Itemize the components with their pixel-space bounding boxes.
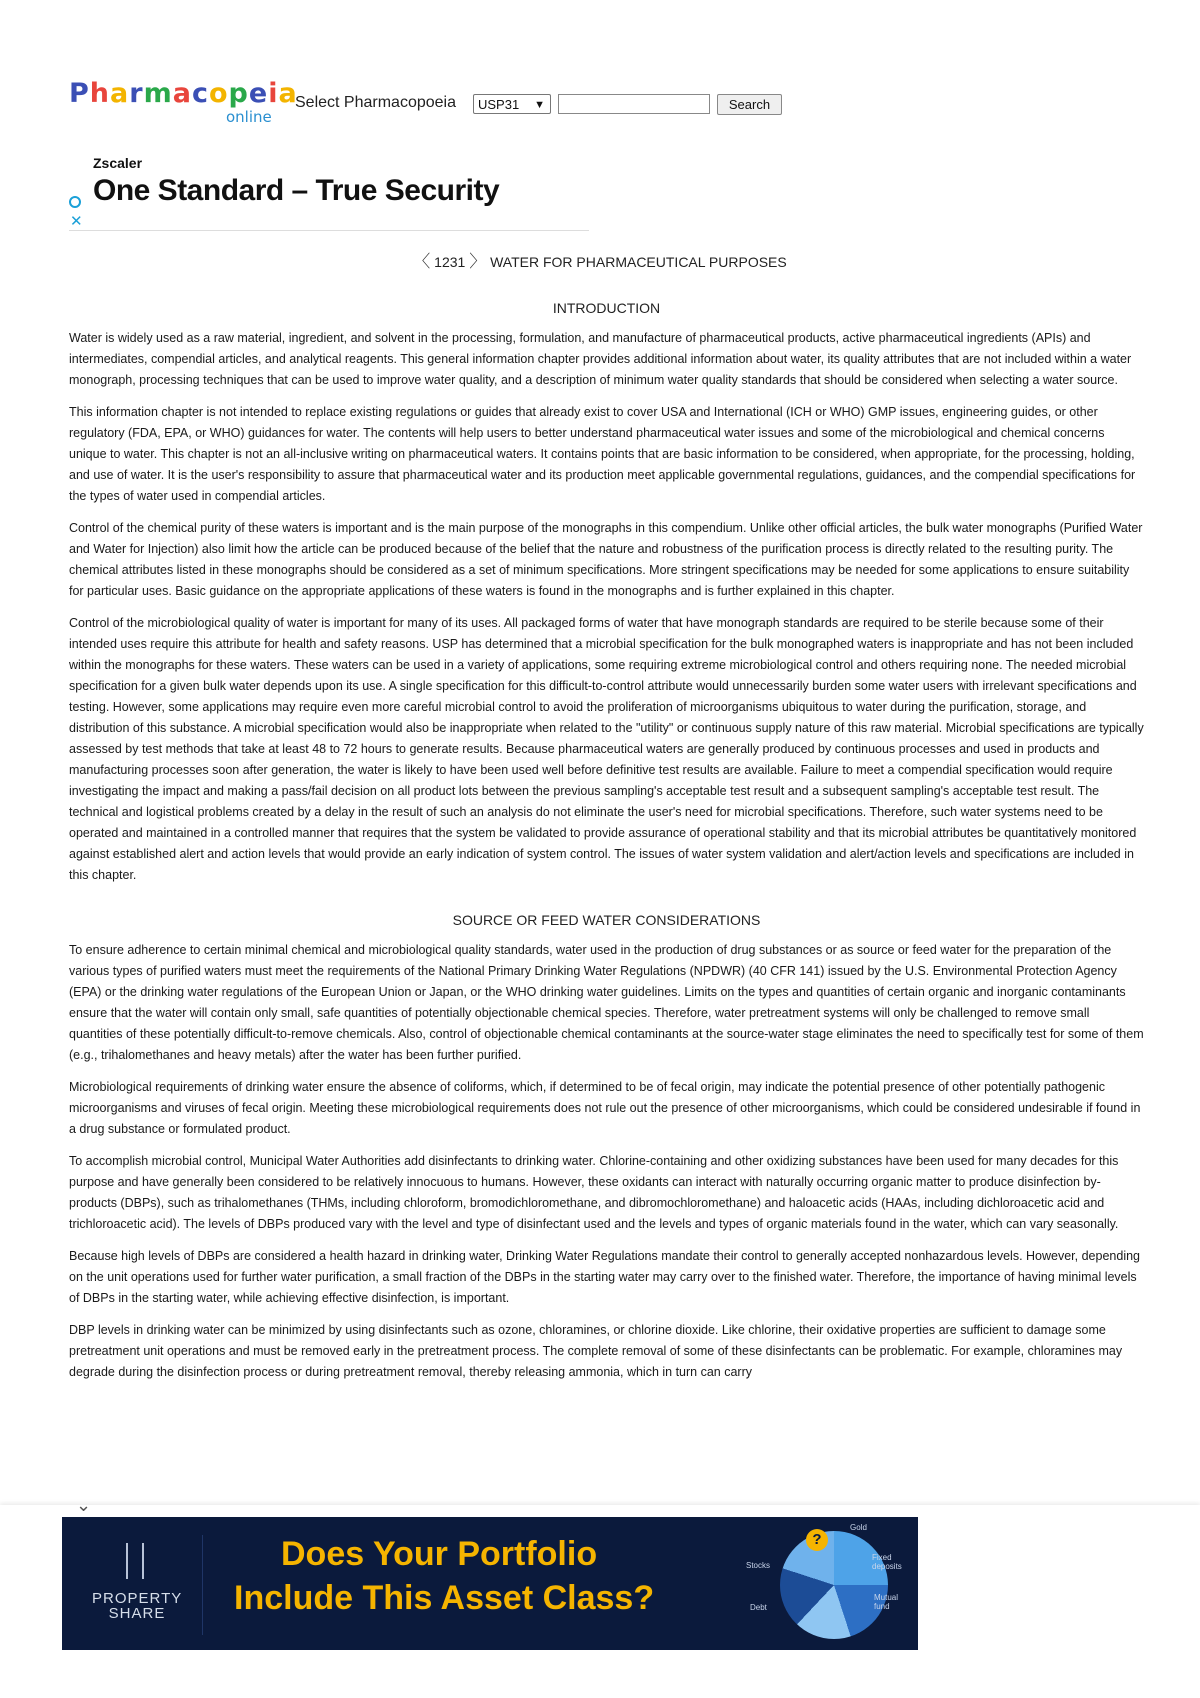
section-heading-source-water: SOURCE OR FEED WATER CONSIDERATIONS xyxy=(452,912,761,928)
pie-label-stocks: Stocks xyxy=(746,1561,771,1570)
paragraph: Because high levels of DBPs are considered a health hazard in drinking water, Drinking Water Regulations mandate their control to generally accepted nonhazardous levels. However, depending on the unit operations used for further water purification, a small fraction of the DBPs in the starting water may carry over to the finished water. Therefore, the importance of having minimal levels of DBPs in the starting water, while achieving effective disinfection, is important. xyxy=(69,1249,1140,1305)
right-angle-bracket-icon: 〉 xyxy=(469,252,487,271)
ad-headline-line2: Include This Asset Class? xyxy=(234,1579,655,1617)
pharmacopoeia-select-value: USP31 xyxy=(478,97,520,112)
asset-pie-graphic xyxy=(780,1531,888,1639)
bottom-advertisement[interactable] xyxy=(0,1495,1200,1698)
paragraph: To accomplish microbial control, Municipal Water Authorities add disinfectants to drinking water. Chlorine-containing and other oxidizing substances have been used for many decades for this purpose and have generally been considered to be relatively innocuous to humans. However, these oxidants can interact with naturally occurring organic matter to produce disinfection by-products (DBPs), such as trihalomethanes (THMs, including chloroform, bromodichloromethane, and dibromochloromethane) and haloacetic acids (HAAs, including dichloroacetic acid and trichloroacetic acid). The levels of DBPs produced vary with the level and type of disinfectant used and the levels and types of organic materials found in the water, which can vary seasonally. xyxy=(69,1154,1119,1231)
site-header xyxy=(69,72,829,132)
ad-banner[interactable] xyxy=(62,1517,918,1650)
pie-label-debt: Debt xyxy=(750,1603,767,1612)
paragraph: Microbiological requirements of drinking water ensure the absence of coliforms, which, if determined to be of fecal origin, may indicate the potential presence of other potentially pathogenic microorganisms and viruses of fecal origin. Meeting these microbiological requirements does not rule out the presence of other microorganisms, which could be considered undesirable if found in a drug substance or formulated product. xyxy=(69,1080,1141,1136)
pharmacopeia-logo[interactable] xyxy=(69,78,298,109)
logo-text: Pharmacopeia xyxy=(69,78,298,109)
left-angle-bracket-icon: 〈 xyxy=(413,252,431,271)
pie-label-mutual-fund: Mutual fund xyxy=(874,1593,899,1611)
select-pharmacopoeia-label: Select Pharmacopoeia xyxy=(295,94,456,111)
ad-headline-line1: Does Your Portfolio xyxy=(281,1535,598,1573)
paragraph: Water is widely used as a raw material, ingredient, and solvent in the processing, formulation, and manufacture of pharmaceutical products, active pharmaceutical ingredients (APIs) and intermediates, compendial articles, and analytical reagents. This general information chapter provides additional information about water, its quality attributes that are not included within a water monograph, processing techniques that can be used to improve water quality, and a description of minimum water quality standards that should be considered when selecting a water source. xyxy=(69,331,1132,387)
paragraph: Control of the microbiological quality of water is important for many of its uses. All packaged forms of water that have monograph standards are required to be sterile because some of their intended uses require this attribute for health and safety reasons. USP has determined that a microbial specification for the bulk monographed waters is inappropriate and has not been included within the monographs for these waters. These waters can be used in a variety of applications, some requiring extreme microbiological control and others requiring none. The needed microbial specification for a given bulk water depends upon its use. A single specification for this difficult-to-control attribute would unnecessarily burden some water users with irrelevant specifications and testing. However, some applications may require even more careful microbial control to avoid the proliferation of microorganisms ubiquitous to water during the purification, storage, and distribution of this substance. A microbial specification would also be inappropriate when related to the "utility" or continuous supply nature of this raw material. Microbial specifications are typically assessed by test methods that take at least 48 to 72 hours to generate results. Because pharmaceutical waters are generally produced by continuous processes and used in products and manufacturing processes soon after generation, the water is likely to have been used well before definitive test results are available. Failure to meet a compendial specification would require investigating the impact and making a pass/fail decision on all product lots between the previous sampling's acceptable test result and a subsequent sampling's acceptable test result. The technical and logistical problems created by a delay in the result of such an analysis do not eliminate the user's need for microbial specifications. Therefore, such water systems need to be operated and maintained in a controlled manner that requires that the system be validated to provide assurance of operational stability and that its microbial attributes be quantitatively monitored against established alert and action levels that would provide an early indication of system control. The issues of water system validation and alert/action levels and specifications are included in this chapter. xyxy=(69,616,1144,882)
pie-label-gold: Gold xyxy=(850,1523,867,1532)
ad-brand-line1: PROPERTY xyxy=(92,1590,183,1607)
search-button[interactable]: Search xyxy=(717,94,782,115)
ad-brand-name xyxy=(92,1591,182,1621)
ad-brand-line2: SHARE xyxy=(108,1605,166,1622)
section-heading-introduction: INTRODUCTION xyxy=(552,300,661,316)
paragraph: This information chapter is not intended to replace existing regulations or guides that already exist to cover USA and International (ICH or WHO) GMP issues, engineering guides, or other regulatory (FDA, EPA, or WHO) guidances for water. The contents will help users to better understand pharmaceutical water issues and some of the microbiological and chemical concerns unique to water. This chapter is not an all-inclusive writing on pharmaceutical waters. It contains points that are basic information to be considered, when appropriate, for the processing, holding, and use of water. It is the user's responsibility to assure that pharmaceutical water and its production meet applicable governmental regulations, guidances, and the compendial specifications for the types of water used in compendial articles. xyxy=(69,405,1136,503)
ad-info-icon[interactable] xyxy=(69,196,81,208)
ad-brand: Zscaler xyxy=(93,155,143,171)
article-body xyxy=(69,300,1144,1394)
paragraph: Control of the chemical purity of these waters is important and is the main purpose of the monographs in this compendium. Unlike other official articles, the bulk water monographs (Purified Water and Water for Injection) also limit how the article can be produced because of the belief that the nature and robustness of the purification process is directly related to the resulting purity. The chemical attributes listed in these monographs should be considered as a set of minimum specifications. More stringent specifications may be needed for some applications to ensure suitability for particular uses. Basic guidance on the appropriate applications of these waters is found in the monographs and is further explained in this chapter. xyxy=(69,521,1143,598)
paragraph: DBP levels in drinking water can be minimized by using disinfectants such as ozone, chloramines, or chlorine dioxide. Like chlorine, their oxidative properties are sufficient to damage some pretreatment unit operations and must be removed early in the pretreatment process. The complete removal of some of these disinfectants can be problematic. For example, chloramines may degrade during the disinfection process or during pretreatment removal, thereby releasing ammonia, which in turn can carry xyxy=(69,1323,1123,1379)
chevron-down-icon: ▼ xyxy=(534,99,545,111)
chevron-collapse-icon[interactable]: ⌄ xyxy=(76,1495,92,1515)
paragraph: To ensure adherence to certain minimal chemical and microbiological quality standards, water used in the production of drug substances or as source or feed water for the preparation of the various types of purified waters must meet the requirements of the National Primary Drinking Water Regulations (NPDWR) (40 CFR 141) issued by the U.S. Environmental Protection Agency (EPA) or the drinking water regulations of the European Union or Japan, or the WHO drinking water guidelines. Limits on the types and quantities of certain organic and inorganic contaminants ensure that the water will contain only small, safe quantities of potentially objectionable chemical species. Therefore, water pretreatment systems will only be challenged to remove small quantities of these potentially difficult-to-remove chemicals. Also, control of objectionable chemical contaminants at the source-water stage eliminates the need to specifically test for some of them (e.g., trihalomethanes and heavy metals) after the water has been further purified. xyxy=(69,943,1144,1062)
pie-label-fixed-deposits: Fixed deposits xyxy=(872,1553,902,1571)
chapter-name: WATER FOR PHARMACEUTICAL PURPOSES xyxy=(490,254,787,270)
chapter-number: 1231 xyxy=(434,254,466,270)
search-input[interactable] xyxy=(558,94,710,114)
property-share-logo-icon xyxy=(126,1543,144,1579)
close-icon[interactable]: ✕ xyxy=(70,213,83,230)
ad-headline: One Standard – True Security xyxy=(93,174,500,207)
pharmacopoeia-select[interactable] xyxy=(473,94,551,114)
divider xyxy=(202,1535,203,1635)
chapter-title xyxy=(0,247,1200,272)
top-advertisement[interactable] xyxy=(69,150,589,231)
question-coin-icon: ? xyxy=(806,1529,828,1551)
logo-subtitle: online xyxy=(226,108,272,126)
